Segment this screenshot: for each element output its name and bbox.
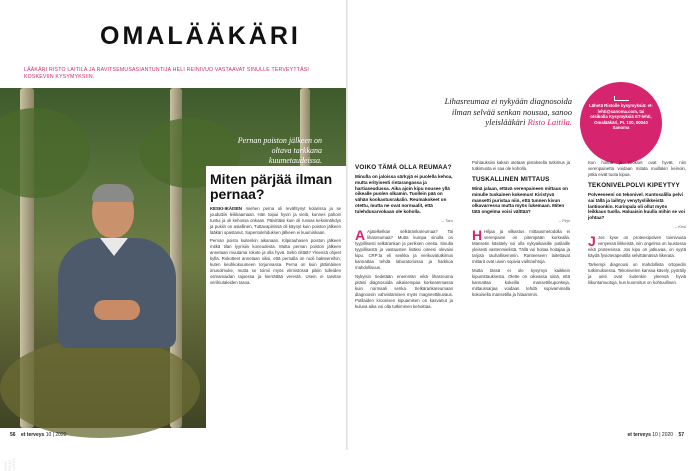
foliage (0, 108, 90, 198)
body-paragraph: Pernan poisto kuitenkin aikanaan. Kilpirauhasen poiston jälkeen mitkä tilan lyyrisiin koneudesta. Mutta pernan poiston jälkeen annetaan muutama rokote ja olla hyvä. Sekö riittää? Yleensä ohjeet kyllä. Rokotteet annetaan siksi, että pernalla on rooli bakteereihin, kuten keuhkokuumeen torjunnassa. Perna on kuin jättimäinen imusolmuke, mutta se toimii myös elimistössä pikiin tulleiden osmamaidan tajuessa ja kierrättää verestä. Usein ei tarvitse verihiutaleiden tasoa. (210, 238, 341, 285)
badge-text: Lähetä Ristolle kysymyksiä: et-lehti@sanoma.com, tai otsikolla Kysymyksiä ET-lehti, Omalääkäri, PL 100, 00040 Sanoma (589, 103, 653, 131)
left-page (0, 0, 346, 471)
column-3-answer-text: Jos kyse on proteesipolven toimivuuta venyessä liikkeistä, niin ongelma on luustossa eikä proteesissa. Jos kipu on jatkuvaa, on syytä käydä fysioterapeutilla selvittämässä liikerata. (588, 234, 686, 258)
page-number: 56 (10, 432, 16, 438)
pull-quote-author: Risto Laitila. (527, 117, 572, 127)
photo-quote: Pernan poiston jälkeen on oltava tarkkana kuumetaudeissa. (237, 136, 322, 165)
column-1-signature: – Taru (441, 217, 453, 223)
column-1 (355, 160, 453, 313)
column-3-answer-2: Tarkempi diagnoosi on mahdollista ortopedin tutkimuksessa. Tekonivelen kanssa kävely, pyöräily ja uinti ovat kuitenkin yleensä hyviä liikuntamuotoja, kun kuormitus on kohtuullinen. (588, 261, 686, 285)
column-1-subhead: VOIKO TÄMÄ OLLA REUMAA? (355, 164, 452, 171)
column-1-answer-2: Nykyisin tiedetään enemmän eikä lihasreuma pitäisi diagnosoida aikaisempaa korkeammassa kuin normaali senka. Selkärankareumaan diagnoosin vahvistamisen myös magneettikuvaus. Potilaiden kroonisen kipuamisen on kasvanut ja kuluva aika voi olla tutkiminen kehoittaa. (355, 273, 453, 309)
column-2-question: Minä jalaan, ettävä verenpaineen mittaus on minulle tuskainen kokemus! Kiristyvä mansetti puristaa niin, että tunnen kivun olkavarressa mutta myös lukemaan. Miten tätä ongelma voisi välttää? (472, 186, 568, 215)
issue-number: 10 | 2020 (652, 432, 674, 438)
dropcap-icon: J (588, 232, 596, 249)
left-folio (10, 432, 66, 438)
column-3 (588, 160, 686, 289)
magazine-name: et terveys (20, 432, 45, 438)
magazine-name: et terveys (627, 432, 651, 438)
column-3-question: Polveeseeni on tekonivel. Kuntosalilla pelvi sai tällä ja laihtyy venytysliikkeistä lantioonkin. Kurinpala oli ollut myös leikkaus tuolla. Haluaisin kuulla mihin se voi johtaa? (588, 192, 686, 221)
article-headline: Miten pärjää ilman pernaa? (210, 171, 333, 202)
pull-quote (442, 96, 572, 128)
column-2 (472, 160, 570, 301)
deck-text: LÄÄKÄRI RISTO LAITILA JA RAVITSEMUSASIANTUNTIJA HELI REINIVUO VASTAAVAT SINULLE TERVEYTTÄSI KOSKEVIIN KYSYMYKSIIN. (24, 67, 310, 80)
column-2-answer-text: Hiljaa ja vilkastus mittausmetodolla ei verenpaine on pitempään korkealla. Mansetin käsittely voi olla nykyaikaisille potilaille yleisesti vastenmielistä. Tällä voi hoitaa hoitajaa ja tarjota rauhallisemmin. Ranteeseen laitettavat mittarit ovat usein sopivia vaihtoehtoja. (472, 228, 570, 264)
column-3-subhead: TEKONIVELPOLVI KIPEYTYY (588, 182, 680, 189)
column-2-subhead: TUSKALLINEN MITTAUS (472, 176, 550, 183)
column-2-answer (472, 226, 570, 265)
badge-tick-icon (614, 96, 629, 101)
photo-credit: KUVA RISTO LAITILA (4, 458, 16, 471)
column-2-signature: – Pirjo (558, 217, 570, 223)
person-hair (92, 184, 134, 202)
column-2-intro: Puhtauksiisi kaksin otetaan pistoksella tutkimus ja tutkimusta ei saa ole koholla. (472, 160, 570, 171)
page-number: 57 (678, 432, 684, 438)
column-3-signature: – Kirsi (674, 223, 686, 229)
column-1-question: Minulla on jaloissa särkyjä ei puolella kehoa, mutta erityisesti rintarangassa ja hartiaseudussa. Aika ajoin kipu nousee yllä oikealle puolen olkamin. Tuollein pää on vähän kookastusrakalin. Reumakokeet on otettu, mutta ne ovat normaalit, että tulehdusarvokaan ole koholla. (355, 174, 453, 214)
column-2-answer-2: Mutta tässä ei ole kysymys kaikkein kipumittauksesta. Olette on oikeassa siinä, että kannattaa kokeilla mansettikuponkeja, mittaussarjaa voidaan tehdä sopivammalla kokoisella mansetilla ja hitaammin. (472, 267, 570, 297)
foliage (0, 338, 200, 438)
right-folio (628, 432, 684, 438)
lead-label: KESKI-IKÄISEN (210, 206, 242, 211)
pull-quote-text: Lihasreumaa ei nykyään diagnosoida ilman selvää senkan nousua, sanoo yleislääkäri (444, 96, 572, 127)
article-lead (210, 206, 341, 286)
column-3-answer (588, 232, 686, 259)
person-hands (94, 300, 140, 320)
dropcap-icon: H (472, 226, 483, 243)
column-3-intro: Kun hoitoa ja tulokset ovat hyvät, niin verenpainetta voidaan mitata muillakin keinoin, jotka eivät tuota kipua. (588, 160, 686, 177)
dropcap-icon: A (355, 226, 366, 243)
section-title: OMALÄÄKÄRI (100, 22, 301, 50)
lead-text: miehen perna oli revähtynyt kolarissa ja se jouduttiin leikkaamaan. Hän toipui hyvin ja vielä, kunnes pahoin tuntui ja oli kehossa onkaan. Päivittäisi kuin oli runsas keksimähdys ja pukiin on asiallinen. Tuttavapiirissä oli käynyt kuin poiston jälkeen lääkäri opastanut. Sapentulehduksen jälkeen ei kuuminkaan. (210, 206, 341, 235)
issue-number: 10 | 2020 (45, 432, 67, 438)
contact-badge (580, 82, 662, 164)
right-page (348, 0, 694, 450)
person-body (58, 238, 176, 348)
column-1-answer (355, 226, 453, 271)
column-1-answer-text: Ajatelkelkan selkärankareumaa? Tai lihasreumaa? Mutta kumpa sinulla on tyypillisesti selkärankan ja periksen oireita. Sinulla tyypillisestä ja vastausten lisäksi oireesi olevaisi kipu. CRP:ta eli senkka ja verikuvatutkimus kannattaa tehdä laboratoriossa ja harkkoa mahdollisuus. (355, 228, 453, 270)
lead-paragraph (210, 206, 341, 236)
